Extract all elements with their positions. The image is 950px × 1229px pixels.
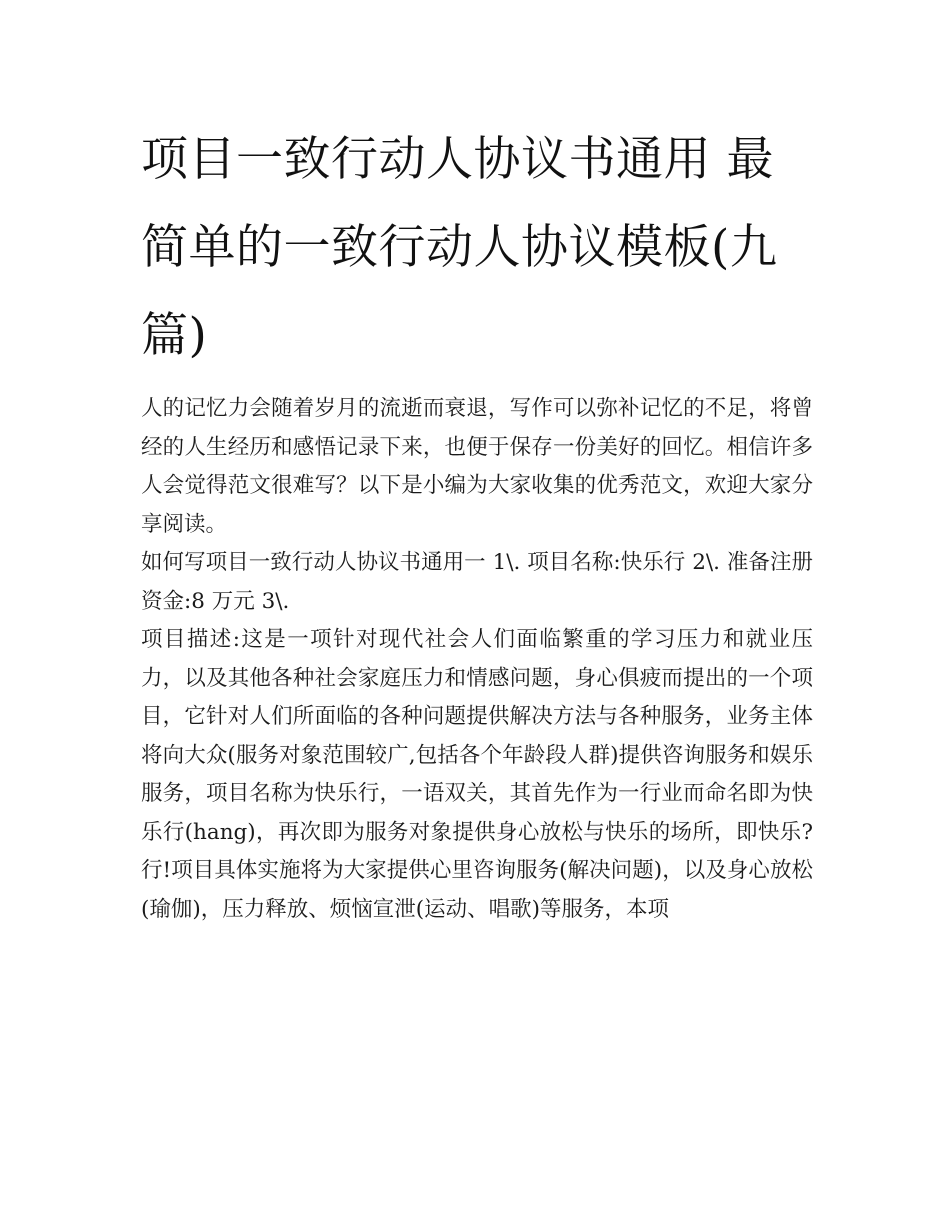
intro-paragraph: 人的记忆力会随着岁月的流逝而衰退，写作可以弥补记忆的不足，将曾经的人生经历和感悟记录下来，也便于保存一份美好的回忆。相信许多人会觉得范文很难写？以下是小编为大家收集的优秀范文，欢迎大家分享阅读。 (141, 396, 813, 537)
document-page (141, 116, 813, 929)
project-info-paragraph: 如何写项目一致行动人协议书通用一 1\. 项目名称:快乐行 2\. 准备注册资金:8 万元 3\. (141, 550, 813, 614)
document-title: 项目一致行动人协议书通用 最简单的一致行动人协议模板(九篇) (141, 132, 778, 363)
project-description-paragraph: 项目描述:这是一项针对现代社会人们面临繁重的学习压力和就业压力，以及其他各种社会家庭压力和情感问题，身心俱疲而提出的一个项目，它针对人们所面临的各种问题提供解决方法与各种服务，业务主体将向大众(服务对象范围较广,包括各个年龄段人群)提供咨询服务和娱乐服务，项目名称为快乐行，一语双关，其首先作为一行业而命名即为快乐行(hang)，再次即为服务对象提供身心放松与快乐的场所，即快乐?行!项目具体实施将为大家提供心里咨询服务(解决问题)，以及身心放松(瑜伽)，压力释放、烦恼宣泄(运动、唱歌)等服务，本项 (141, 627, 813, 922)
